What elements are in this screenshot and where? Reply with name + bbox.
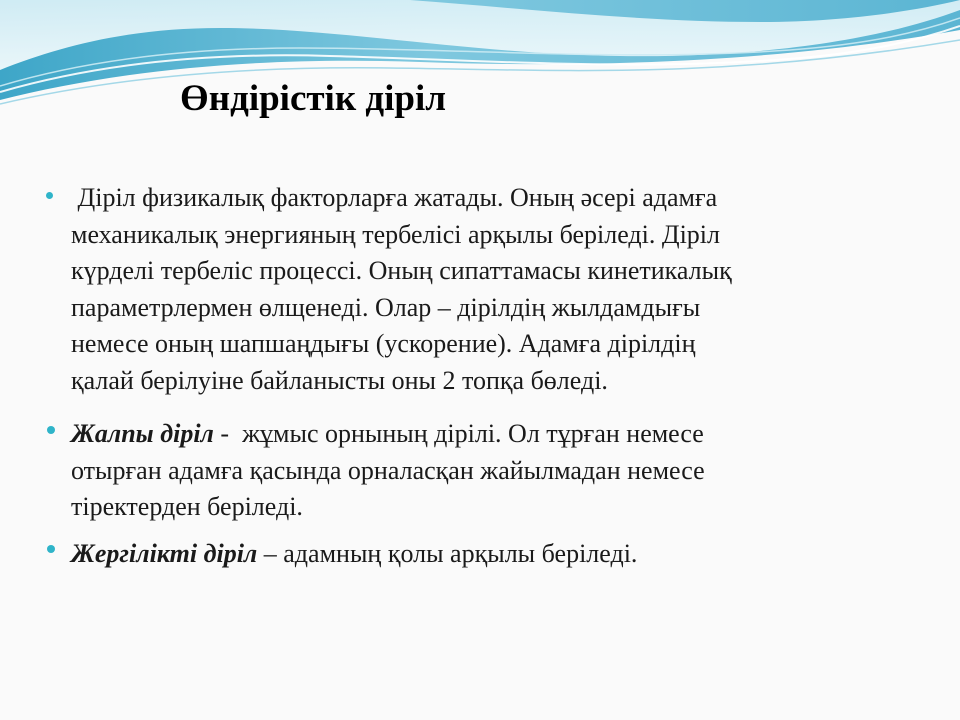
bullet-text-1: Діріл физикалық факторларға жатады. Оның әсері адамға механикалық энергияның тербелісі арқылы беріледі. Діріл күрделі тербеліс процессі. Оның сипаттамасы кинетикалық параметрлермен өлщенеді. Олар – дірілдің жылдамдығы немесе оның шапшаңдығы (ускорение). Адамға дірілдің қалай берілуіне байланысты оны 2 топқа бөледі. <box>71 183 732 395</box>
term-general-vibration: Жалпы діріл <box>71 419 214 448</box>
slide-title: Өндірістік діріл <box>180 78 447 119</box>
bullet-text-3: Жергілікті діріл – адамның қолы арқылы беріледі. <box>71 539 638 568</box>
bullet-dot-icon <box>47 426 55 434</box>
term-local-vibration: Жергілікті діріл <box>71 539 258 568</box>
bullet-dot-icon <box>46 192 53 199</box>
bullet-text-2: Жалпы діріл - жұмыс орнының дірілі. Ол тұрған немесе отырған адамға қасында орналасқан жайылмадан немесе тіректерден беріледі. <box>71 419 705 521</box>
bullet-dot-icon <box>47 545 55 553</box>
